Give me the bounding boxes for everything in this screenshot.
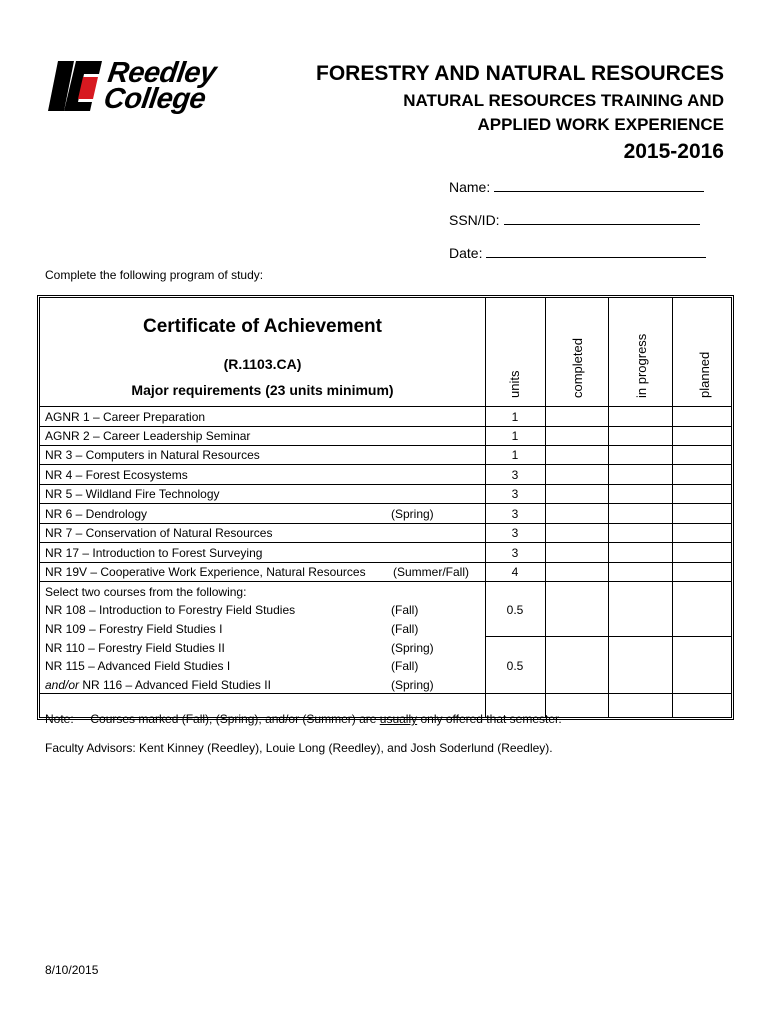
certificate-title: Certificate of Achievement — [143, 316, 382, 337]
elective-row: NR 108 – Introduction to Forestry Field Studies — [45, 603, 296, 617]
major-requirements: Major requirements (23 units minimum) — [131, 382, 394, 398]
course-units: 1 — [511, 410, 519, 424]
program-subtitle-1: NATURAL RESOURCES TRAINING AND — [403, 91, 724, 110]
course-units: 3 — [511, 546, 519, 560]
date-line[interactable] — [486, 244, 706, 258]
program-table — [37, 295, 734, 720]
note-body-2: only offered that semester. — [420, 712, 562, 726]
elective-row: NR 109 – Forestry Field Studies I — [45, 622, 223, 636]
certificate-code: (R.1103.CA) — [223, 356, 302, 372]
elective-term: (Fall) — [391, 659, 419, 673]
course-row: NR 7 – Conservation of Natural Resources — [45, 526, 273, 540]
note-emphasis: usually — [379, 712, 418, 726]
logo-word-college: College — [101, 83, 208, 115]
elective-term: (Fall) — [391, 603, 419, 617]
note-label: Note: — [45, 712, 74, 726]
note-text — [45, 712, 562, 726]
footer-date: 8/10/2015 — [45, 963, 99, 977]
elective-row — [45, 678, 271, 692]
course-units: 1 — [511, 448, 519, 462]
elective-row: NR 115 – Advanced Field Studies I — [45, 659, 231, 673]
course-row: AGNR 1 – Career Preparation — [45, 410, 206, 424]
elective-units-b: 0.5 — [506, 659, 524, 673]
course-row: NR 17 – Introduction to Forest Surveying — [45, 546, 263, 560]
logo-mark-icon — [44, 57, 104, 115]
column-planned: planned — [697, 351, 712, 398]
column-completed: completed — [570, 338, 585, 398]
elective-term: (Fall) — [391, 622, 419, 636]
name-field[interactable] — [449, 178, 704, 195]
course-units: 4 — [511, 565, 519, 579]
academic-year: 2015-2016 — [623, 140, 724, 163]
intro-text: Complete the following program of study: — [45, 268, 264, 282]
course-term: (Spring) — [391, 507, 434, 521]
course-units: 3 — [511, 507, 519, 521]
course-units: 3 — [511, 468, 519, 482]
andor-prefix: and/or — [45, 678, 80, 692]
name-line[interactable] — [494, 178, 704, 192]
name-label: Name: — [449, 179, 491, 195]
course-row: AGNR 2 – Career Leadership Seminar — [45, 429, 251, 443]
course-row: NR 6 – Dendrology — [45, 507, 148, 521]
elective-row: NR 110 – Forestry Field Studies II — [45, 641, 225, 655]
note-body-1: Courses marked (Fall), (Spring), and/or (Summer) are — [90, 712, 377, 726]
course-row: NR 5 – Wildland Fire Technology — [45, 487, 220, 501]
faculty-advisors: Faculty Advisors: Kent Kinney (Reedley), Louie Long (Reedley), and Josh Soderlund (Reedley). — [45, 741, 553, 755]
elective-units-a: 0.5 — [506, 603, 524, 617]
course-row: NR 19V – Cooperative Work Experience, Natural Resources — [45, 565, 366, 579]
course-row: NR 4 – Forest Ecosystems — [45, 468, 188, 482]
date-field[interactable] — [449, 244, 706, 261]
course-units: 3 — [511, 487, 519, 501]
elective-course: NR 116 – Advanced Field Studies II — [82, 678, 271, 692]
course-units: 3 — [511, 526, 519, 540]
select-heading: Select two courses from the following: — [45, 585, 247, 599]
course-term: (Summer/Fall) — [393, 565, 470, 579]
program-subtitle-2: APPLIED WORK EXPERIENCE — [477, 115, 724, 134]
college-logo — [44, 57, 249, 115]
column-in-progress: in progress — [634, 333, 649, 398]
date-label: Date: — [449, 245, 483, 261]
course-row: NR 3 – Computers in Natural Resources — [45, 448, 260, 462]
program-title: FORESTRY AND NATURAL RESOURCES — [316, 62, 724, 85]
course-units: 1 — [511, 429, 519, 443]
elective-term: (Spring) — [391, 678, 434, 692]
elective-term: (Spring) — [391, 641, 434, 655]
ssn-label: SSN/ID: — [449, 212, 500, 228]
ssn-line[interactable] — [504, 211, 700, 225]
logo-word-reedley: Reedley — [105, 57, 219, 89]
column-units: units — [507, 370, 522, 398]
ssn-field[interactable] — [449, 211, 700, 228]
